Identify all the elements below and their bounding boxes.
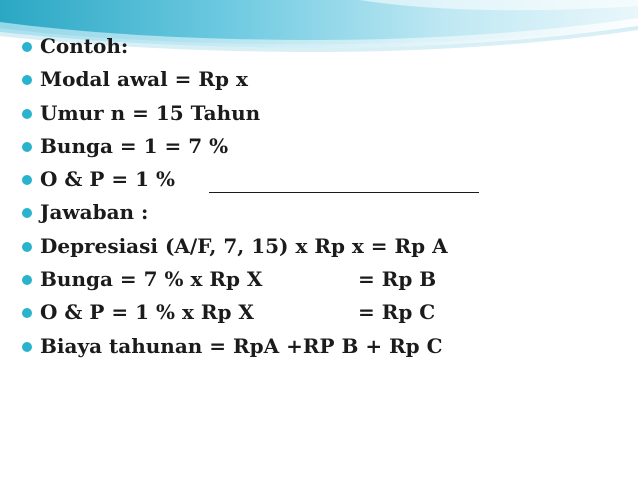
bullet-icon — [22, 208, 32, 218]
list-item-text: Bunga = 1 = 7 % — [40, 133, 229, 158]
bullet-icon — [22, 109, 32, 119]
list-item-biaya-tahunan — [22, 334, 622, 367]
list-item-o-and-p-calc — [22, 300, 622, 333]
bullet-icon — [22, 342, 32, 352]
bullet-icon — [22, 42, 32, 52]
list-item-bunga — [22, 134, 622, 167]
list-item-text: Umur n = 15 Tahun — [40, 100, 261, 125]
list-item-text: O & P = 1 % x Rp X — [40, 300, 254, 325]
bullet-icon — [22, 175, 32, 185]
bullet-icon — [22, 308, 32, 318]
list-item-text: Contoh: — [40, 34, 129, 58]
list-item-text: O & P = 1 % — [40, 167, 176, 192]
list-item-text: Depresiasi (A/F, 7, 15) x Rp x = Rp A — [40, 233, 448, 258]
list-item-umur — [22, 101, 622, 134]
list-item-o-and-p — [22, 167, 622, 200]
list-item-result: = Rp B — [358, 267, 437, 292]
bullet-icon — [22, 242, 32, 252]
bullet-icon — [22, 142, 32, 152]
list-item-text: Modal awal = Rp x — [40, 67, 248, 92]
list-item-bunga-calc — [22, 267, 622, 300]
separator-line — [209, 192, 479, 193]
list-item-contoh — [22, 34, 622, 67]
list-item-modal-awal — [22, 67, 622, 100]
list-item-depresiasi — [22, 234, 622, 267]
list-item-text: Biaya tahunan = RpA +RP B + Rp C — [40, 333, 443, 358]
list-item-result: = Rp C — [358, 300, 436, 325]
list-item-text: Jawaban : — [40, 200, 149, 225]
list-item-jawaban — [22, 200, 622, 233]
bullet-icon — [22, 275, 32, 285]
bullet-list — [22, 34, 622, 367]
bullet-icon — [22, 75, 32, 85]
list-item-text: Bunga = 7 % x Rp X — [40, 267, 263, 292]
